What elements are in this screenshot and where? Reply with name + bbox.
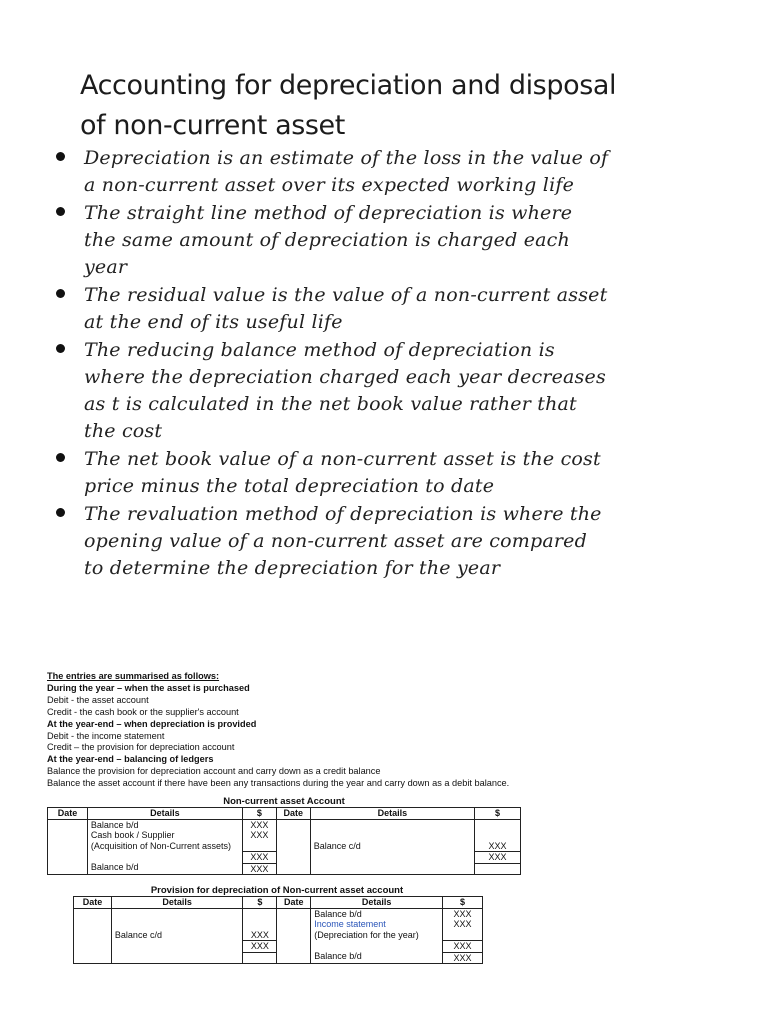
column-header: $ — [475, 808, 521, 820]
balancing-line: Balance the asset account if there have been any transactions during the year and carry down as a debit balance. — [47, 778, 510, 789]
list-item — [50, 145, 610, 199]
column-header: Details — [87, 808, 242, 820]
yearend-credit: Credit – the provision for depreciation account — [47, 742, 235, 753]
purchase-debit: Debit - the asset account — [47, 694, 149, 705]
asset-account-table — [47, 807, 521, 875]
date-cell — [276, 820, 310, 875]
list-item — [50, 200, 610, 281]
page-title: Accounting for depreciation and disposal of non-current asset — [80, 70, 617, 141]
details-cell: Balance b/d Cash book / Supplier (Acquisition of Non-Current assets) Balance b/d — [87, 820, 242, 875]
column-header: Date — [48, 808, 88, 820]
table-row — [74, 909, 483, 964]
bullet-text: The net book value of a non-current asset is the cost price minus the total depreciation to date — [84, 448, 601, 497]
bullet-icon — [56, 207, 65, 216]
date-cell — [277, 909, 311, 964]
table-header-row — [74, 897, 483, 909]
bullet-text: The reducing balance method of depreciation is where the depreciation charged each year decreases as t is calculated in the net book value rather that the cost — [84, 339, 606, 442]
list-item — [50, 337, 610, 445]
column-header: Date — [277, 897, 311, 909]
date-cell — [48, 820, 88, 875]
bullet-icon — [56, 453, 65, 462]
bullet-icon — [56, 152, 65, 161]
summary-heading: The entries are summarised as follows: — [47, 671, 220, 681]
provision-account-title: Provision for depreciation of Non-current asset account — [150, 885, 404, 896]
amount-cell: XXX XXX — [475, 820, 521, 875]
details-cell: Balance c/d — [310, 820, 474, 875]
details-cell: Balance c/d — [111, 909, 242, 964]
balancing-line: Balance the provision for depreciation account and carry down as a credit balance — [47, 766, 381, 777]
bullet-icon — [56, 289, 65, 298]
bullet-text: The residual value is the value of a non-current asset at the end of its useful life — [84, 284, 608, 333]
list-item — [50, 282, 610, 336]
list-item — [50, 501, 610, 582]
table-header-row — [48, 808, 521, 820]
date-cell — [74, 909, 112, 964]
details-cell: Balance b/d Income statement (Depreciation for the year) Balance b/d — [311, 909, 443, 964]
column-header: $ — [243, 897, 277, 909]
bullet-text: The straight line method of depreciation is where the same amount of depreciation is charged each year — [84, 202, 573, 278]
bullet-icon — [56, 508, 65, 517]
bullet-text: The revaluation method of depreciation is where the opening value of a non-current asset are compared to determine the depreciation for the year — [84, 503, 602, 579]
purchase-heading: During the year – when the asset is purchased — [47, 682, 250, 693]
bullet-text: Depreciation is an estimate of the loss in the value of a non-current asset over its expected working life — [84, 147, 609, 196]
purchase-credit: Credit - the cash book or the supplier's account — [47, 706, 239, 717]
asset-account-title: Non-current asset Account — [223, 796, 345, 807]
column-header: $ — [242, 808, 276, 820]
column-header: Date — [276, 808, 310, 820]
column-header: Date — [74, 897, 112, 909]
column-header: Details — [311, 897, 443, 909]
list-item — [50, 446, 610, 500]
column-header: Details — [310, 808, 474, 820]
amount-cell: XXX XXX XXX XXX — [242, 820, 276, 875]
yearend-debit: Debit - the income statement — [47, 730, 165, 741]
bullet-icon — [56, 344, 65, 353]
yearend-heading: At the year-end – when depreciation is provided — [47, 718, 257, 729]
amount-cell: XXX XXX XXX XXX — [443, 909, 483, 964]
column-header: $ — [443, 897, 483, 909]
provision-account-table — [73, 896, 483, 964]
table-row — [48, 820, 521, 875]
column-header: Details — [111, 897, 242, 909]
entries-summary — [47, 671, 527, 790]
amount-cell: XXX XXX — [243, 909, 277, 964]
balancing-heading: At the year-end – balancing of ledgers — [47, 754, 214, 765]
definition-list — [50, 145, 610, 583]
